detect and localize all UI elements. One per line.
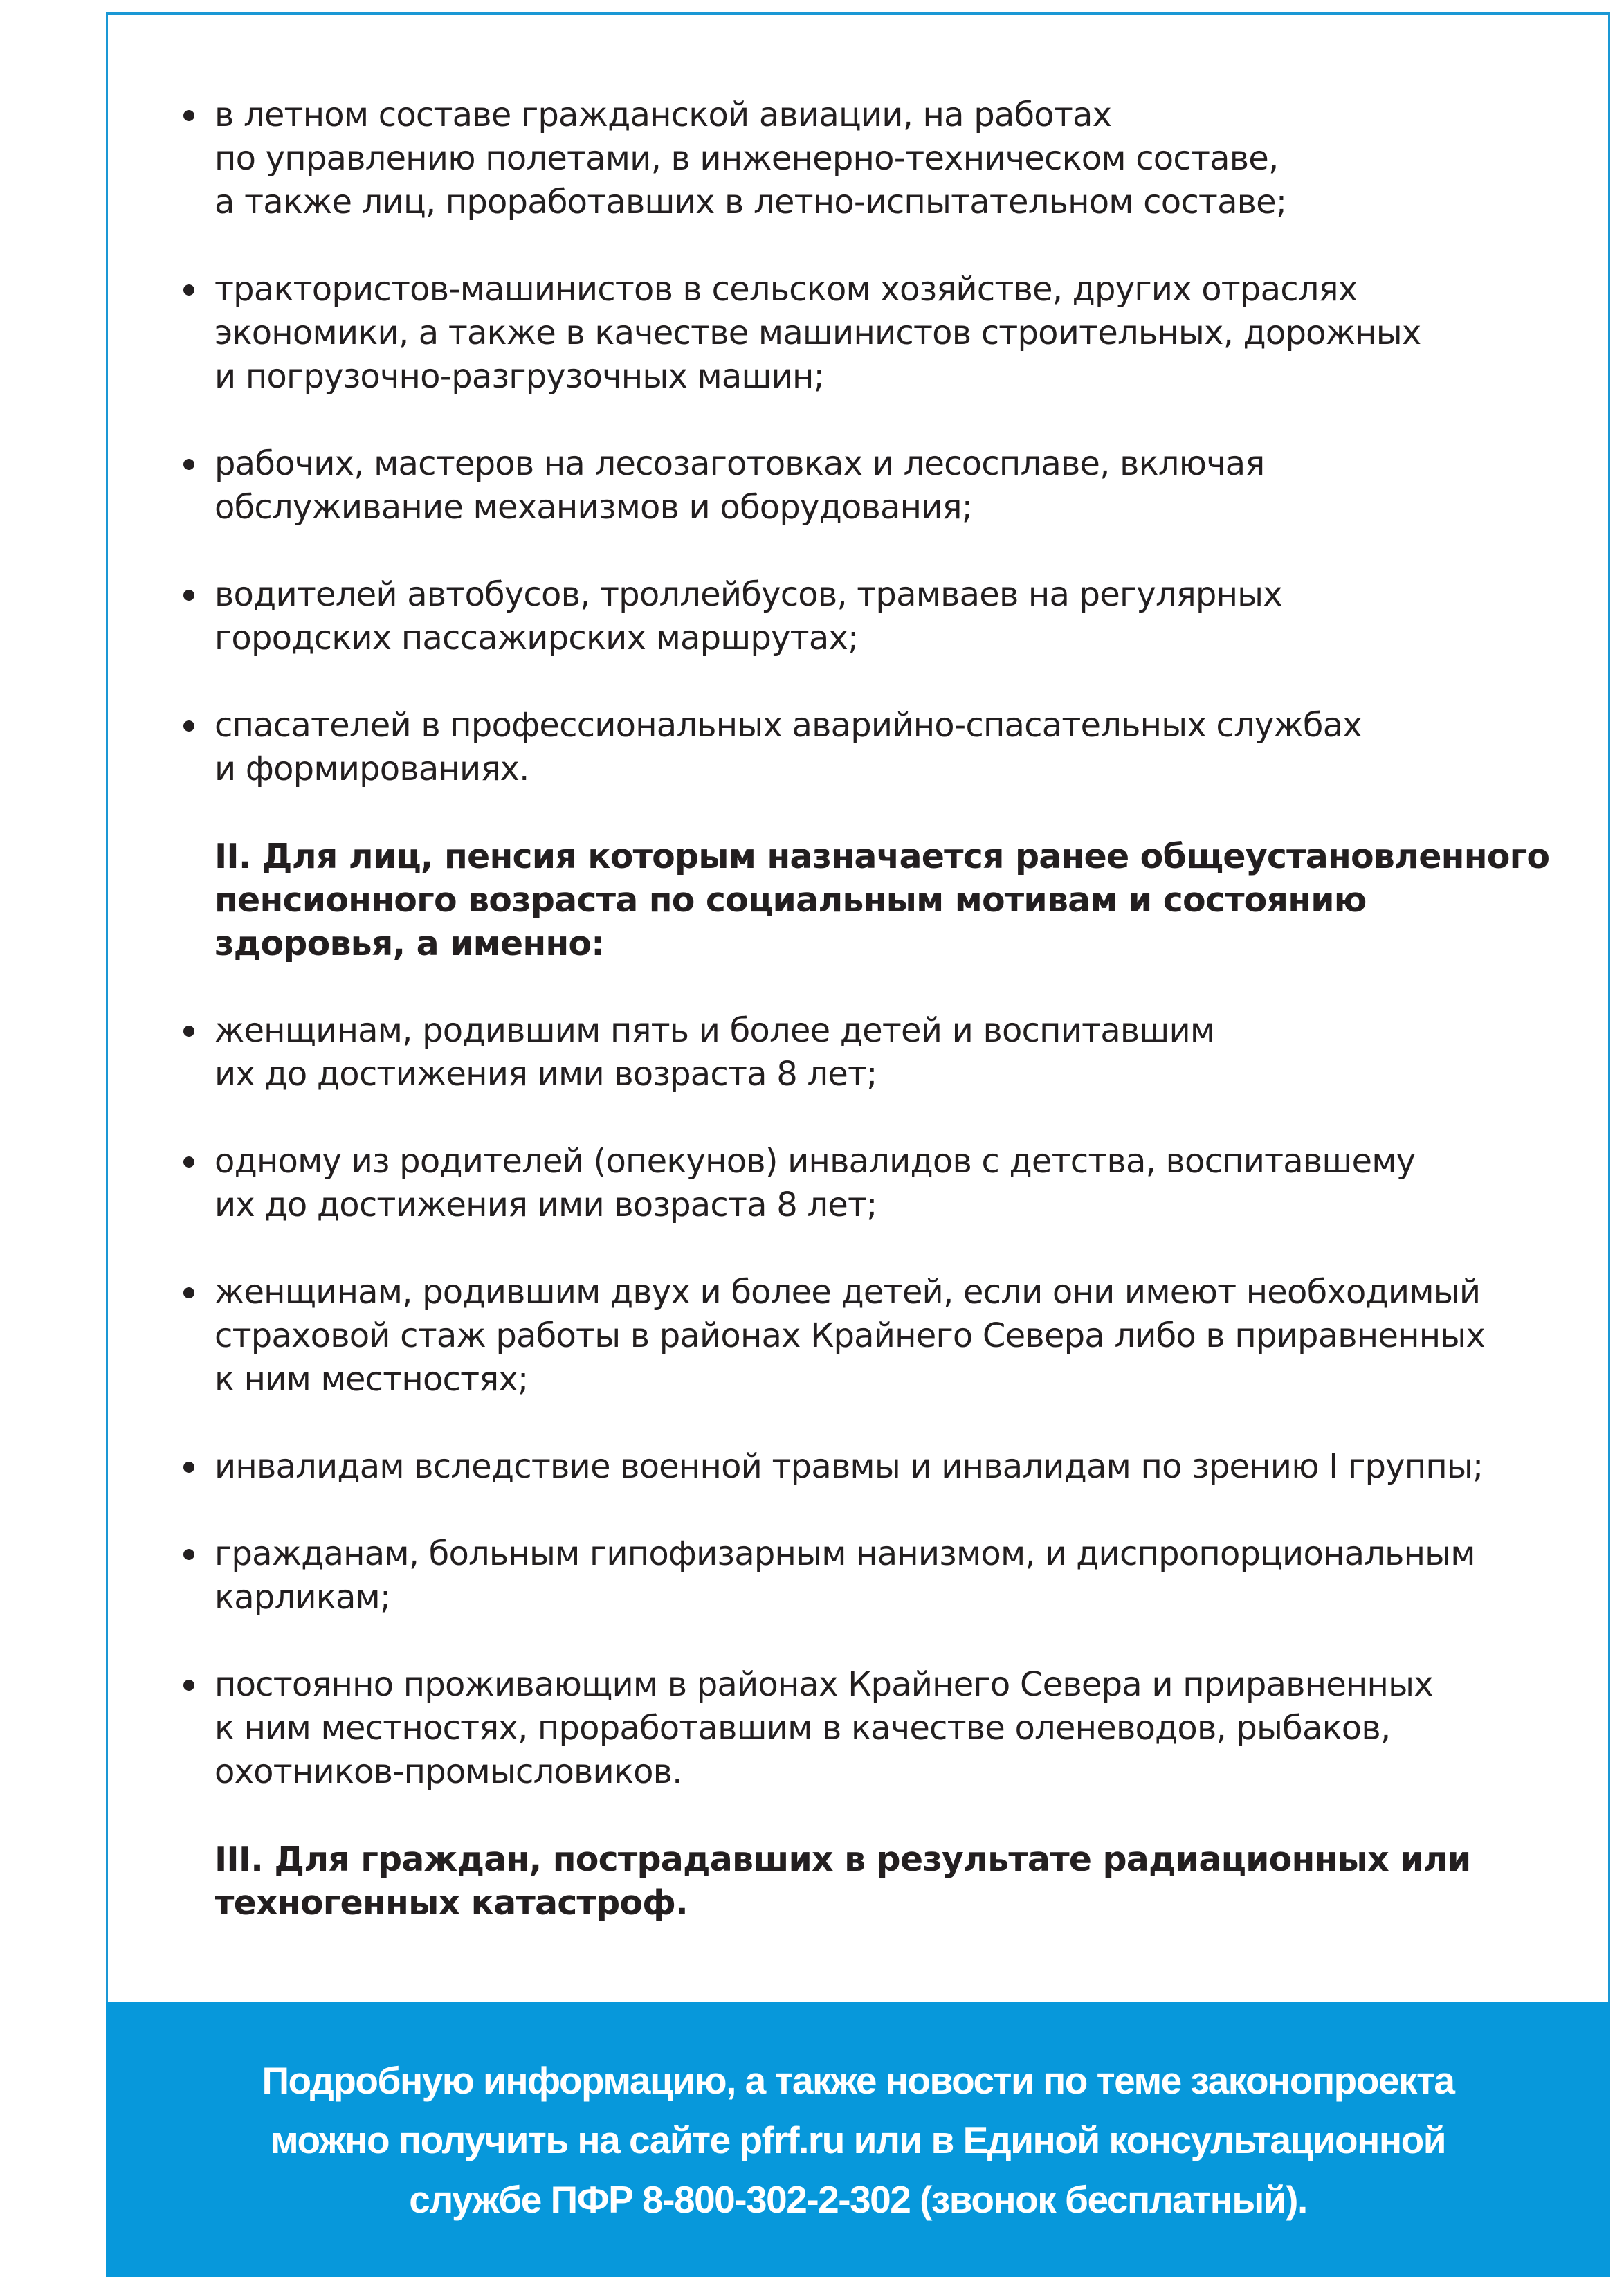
section-heading-2 <box>180 835 1550 965</box>
list-item <box>180 1009 1550 1096</box>
document-content <box>180 93 1550 1968</box>
item-line: трактористов-машинистов в сельском хозяйстве, других отраслях <box>215 270 1358 309</box>
item-line: страховой стаж работы в районах Крайнего Севера либо в приравненных <box>215 1316 1485 1355</box>
bullet-icon <box>183 284 194 296</box>
heading-line: пенсионного возраста по социальным мотивам и состоянию <box>215 880 1367 920</box>
banner-text <box>106 2051 1610 2229</box>
item-line: спасателей в профессиональных аварийно-спасательных службах <box>215 706 1362 745</box>
heading-line: техногенных катастроф. <box>215 1883 688 1923</box>
list-item <box>180 1445 1550 1489</box>
bullet-icon <box>183 590 194 601</box>
bullet-icon <box>183 459 194 470</box>
bullet-icon <box>183 720 194 732</box>
bullet-icon <box>183 1026 194 1037</box>
bullet-icon <box>183 1287 194 1298</box>
list-item <box>180 93 1550 224</box>
item-line: женщинам, родившим двух и более детей, если они имеют необходимый <box>215 1273 1481 1312</box>
item-line: водителей автобусов, троллейбусов, трамваев на регулярных <box>215 575 1282 614</box>
heading-line: II. Для лиц, пенсия которым назначается ранее общеустановленного <box>215 837 1550 876</box>
info-banner <box>106 2002 1610 2277</box>
section-heading-3 <box>180 1838 1550 1925</box>
banner-line: службе ПФР 8-800-302-2-302 (звонок бесплатный). <box>409 2178 1307 2221</box>
item-line: к ним местностях, проработавшим в качестве оленеводов, рыбаков, <box>215 1709 1391 1748</box>
bullet-icon <box>183 1549 194 1560</box>
heading-line: III. Для граждан, пострадавших в результате радиационных или <box>215 1840 1471 1879</box>
item-line: их до достижения ими возраста 8 лет; <box>215 1186 877 1224</box>
banner-line: можно получить на сайте pfrf.ru или в Единой консультационной <box>270 2119 1445 2161</box>
item-line: в летном составе гражданской авиации, на работах <box>215 96 1112 134</box>
item-line: к ним местностях; <box>215 1360 529 1399</box>
item-line: женщинам, родившим пять и более детей и воспитавшим <box>215 1011 1215 1050</box>
item-line: обслуживание механизмов и оборудования; <box>215 488 973 527</box>
list-item <box>180 1663 1550 1794</box>
item-line: инвалидам вследствие военной травмы и инвалидам по зрению I группы; <box>215 1447 1484 1486</box>
item-line: гражданам, больным гипофизарным нанизмом, и диспропорциональным <box>215 1534 1475 1573</box>
item-line: одному из родителей (опекунов) инвалидов с детства, воспитавшему <box>215 1142 1416 1181</box>
item-line: рабочих, мастеров на лесозаготовках и лесосплаве, включая <box>215 444 1265 483</box>
banner-line: Подробную информацию, а также новости по теме законопроекта <box>262 2059 1454 2102</box>
list-item <box>180 1271 1550 1401</box>
item-line: постоянно проживающим в районах Крайнего Севера и приравненных <box>215 1665 1433 1704</box>
item-line: по управлению полетами, в инженерно-техническом составе, <box>215 139 1279 178</box>
list-item <box>180 1532 1550 1620</box>
bullet-icon <box>183 1462 194 1473</box>
bullet-icon <box>183 110 194 121</box>
item-line: городских пассажирских маршрутах; <box>215 619 859 657</box>
item-line: карликам; <box>215 1578 391 1617</box>
item-line: охотников-промысловиков. <box>215 1752 682 1791</box>
bullet-icon <box>183 1156 194 1168</box>
list-item <box>180 573 1550 660</box>
list-item <box>180 704 1550 791</box>
list-item <box>180 1140 1550 1227</box>
item-line: и погрузочно-разгрузочных машин; <box>215 357 825 396</box>
item-line: а также лиц, проработавших в летно-испытательном составе; <box>215 183 1287 221</box>
list-item <box>180 268 1550 399</box>
list-item <box>180 442 1550 529</box>
heading-line: здоровья, а именно: <box>215 924 605 963</box>
item-line: их до достижения ими возраста 8 лет; <box>215 1055 877 1094</box>
bullet-icon <box>183 1680 194 1691</box>
item-line: и формированиях. <box>215 750 529 788</box>
item-line: экономики, а также в качестве машинистов строительных, дорожных <box>215 314 1421 352</box>
